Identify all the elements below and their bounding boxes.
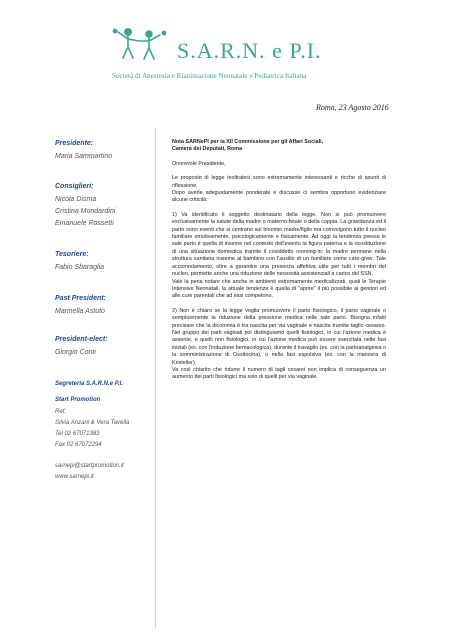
website-link[interactable]: www.sarnepi.it: [55, 474, 94, 480]
promotion-title: Start Promotion: [55, 397, 101, 403]
paragraph-point-2: 2) Non è chiaro se la legge voglia promuovere il parto fisiologico, il parto vaginale o semplicemente la riduzione della pressione medica nelle sale parto. Bisogna infatti precisare che la dicotomia è tra nascita per via vaginale e nascita tramite taglio cesareo. Nel gruppo dei parti vaginali poi distinguiamo quelli fisiologici, in cui l'azione medica è assente, e quelli non fisiologici, in cui l'azione medica può essere esercitata nelle fasi iniziali (es. con l'induzione farmacologica), durante il travaglio (es. con la partoanalgesia o la somministrazione di Ossitocina), o nella fasi espulsiva (es. con la manovra di Kristeller).: [172, 307, 386, 366]
paragraph-point-1-note: Vale la pena notare che anche in ambienti estremamente medicalizzati, quali le Terapie Intensive Neonatali, la attuale tendenza è quella di "aprire" il più possibile ai genitori ed alle cure parentali che ad essi competono.: [172, 278, 386, 300]
fax: Fax 02 67072294: [55, 442, 102, 448]
secretariat-title: Segreteria S.A.R.N.e P.I.: [55, 381, 123, 387]
councillor-name: Cristina Mondardini: [55, 208, 116, 215]
salutation: Onorevole Presidente,: [172, 160, 226, 167]
paragraph-conclusion: Va così chiarito che ridurre il numero di tagli cesarei non implica di conseguenza un aumento dei parti fisiologici ma solo di quelli per via vaginale.: [172, 366, 386, 381]
column-divider: [155, 128, 156, 628]
logo-children-icon: [106, 26, 172, 62]
president-name: Maria Sammartino: [55, 153, 113, 160]
treasurer-title: Tesoriere:: [55, 251, 89, 258]
councillor-name: Emanuele Rossetti: [55, 220, 114, 227]
ref-label: Ref:: [55, 409, 67, 415]
letter-heading-line1: Nota SARNePI per la XII Commissione per gli Affari Sociali,: [172, 139, 324, 145]
president-elect-title: President-elect:: [55, 336, 108, 343]
councillors-title: Consiglieri:: [55, 183, 94, 190]
past-president-title: Past President:: [55, 295, 106, 302]
letter-date: Roma, 23 Agosto 2016: [316, 103, 389, 112]
treasurer-name: Fabio Sbaraglia: [55, 264, 105, 271]
paragraph-intro: Le proposte di legge inoltrateci sono estremamente interessanti e ricche di spunti di riflessione.: [172, 175, 386, 189]
president-elect-name: Giorgio Conti: [55, 349, 96, 356]
org-subtitle: Società di Anestesia e Rianimazione Neonatale e Pediatrica Italiana: [112, 72, 307, 80]
ref-names: Silvia Anzani & Vera Tavella: [55, 420, 130, 426]
past-president-name: Marinella Astuto: [55, 308, 105, 315]
president-title: Presidente:: [55, 140, 94, 147]
letter-body: [172, 139, 386, 382]
org-name: S.A.R.N. e P.I.: [177, 38, 322, 63]
paragraph-point-1: 1) Va identificato il soggetto destinatario della legge. Non si può promuovere esclusivamente la salute della madre o materno-fetale o della coppia. La gravidanza ed il parto sono eventi che si centrano sul binomio madre/figlio ma coinvolgono tutto il nucleo familiare emotivamente, psicologicamente e fisicamente. Ad oggi la tendenza presso le sale parto è quella di inserire nel contesto dell'evento la figura paterna e la ricostituzione di una situazione domestica tramite il cosiddetto rooming-in: la madre permane nella struttura sanitaria insieme al bambino con l'ausilio di un familiare come care-giver. Tale accomodamento, oltre a garantire una presenza affettiva utile per tutti i membri del nucleo, permette anche una riduzione delle necessità assistenziali a carico del SSN.: [172, 211, 386, 278]
email-link[interactable]: sarnepi@startpromotion.it: [55, 463, 124, 469]
letter-heading-line2: Camera dei Deputati, Roma: [172, 146, 243, 153]
telephone: Tel 02 67071383: [55, 431, 100, 437]
councillor-name: Nicola Disma: [55, 196, 97, 203]
paragraph-criticities: Dopo averle adeguatamente ponderate e discusse ci sembra opportuno evidenziare alcune criticità:: [172, 190, 386, 204]
